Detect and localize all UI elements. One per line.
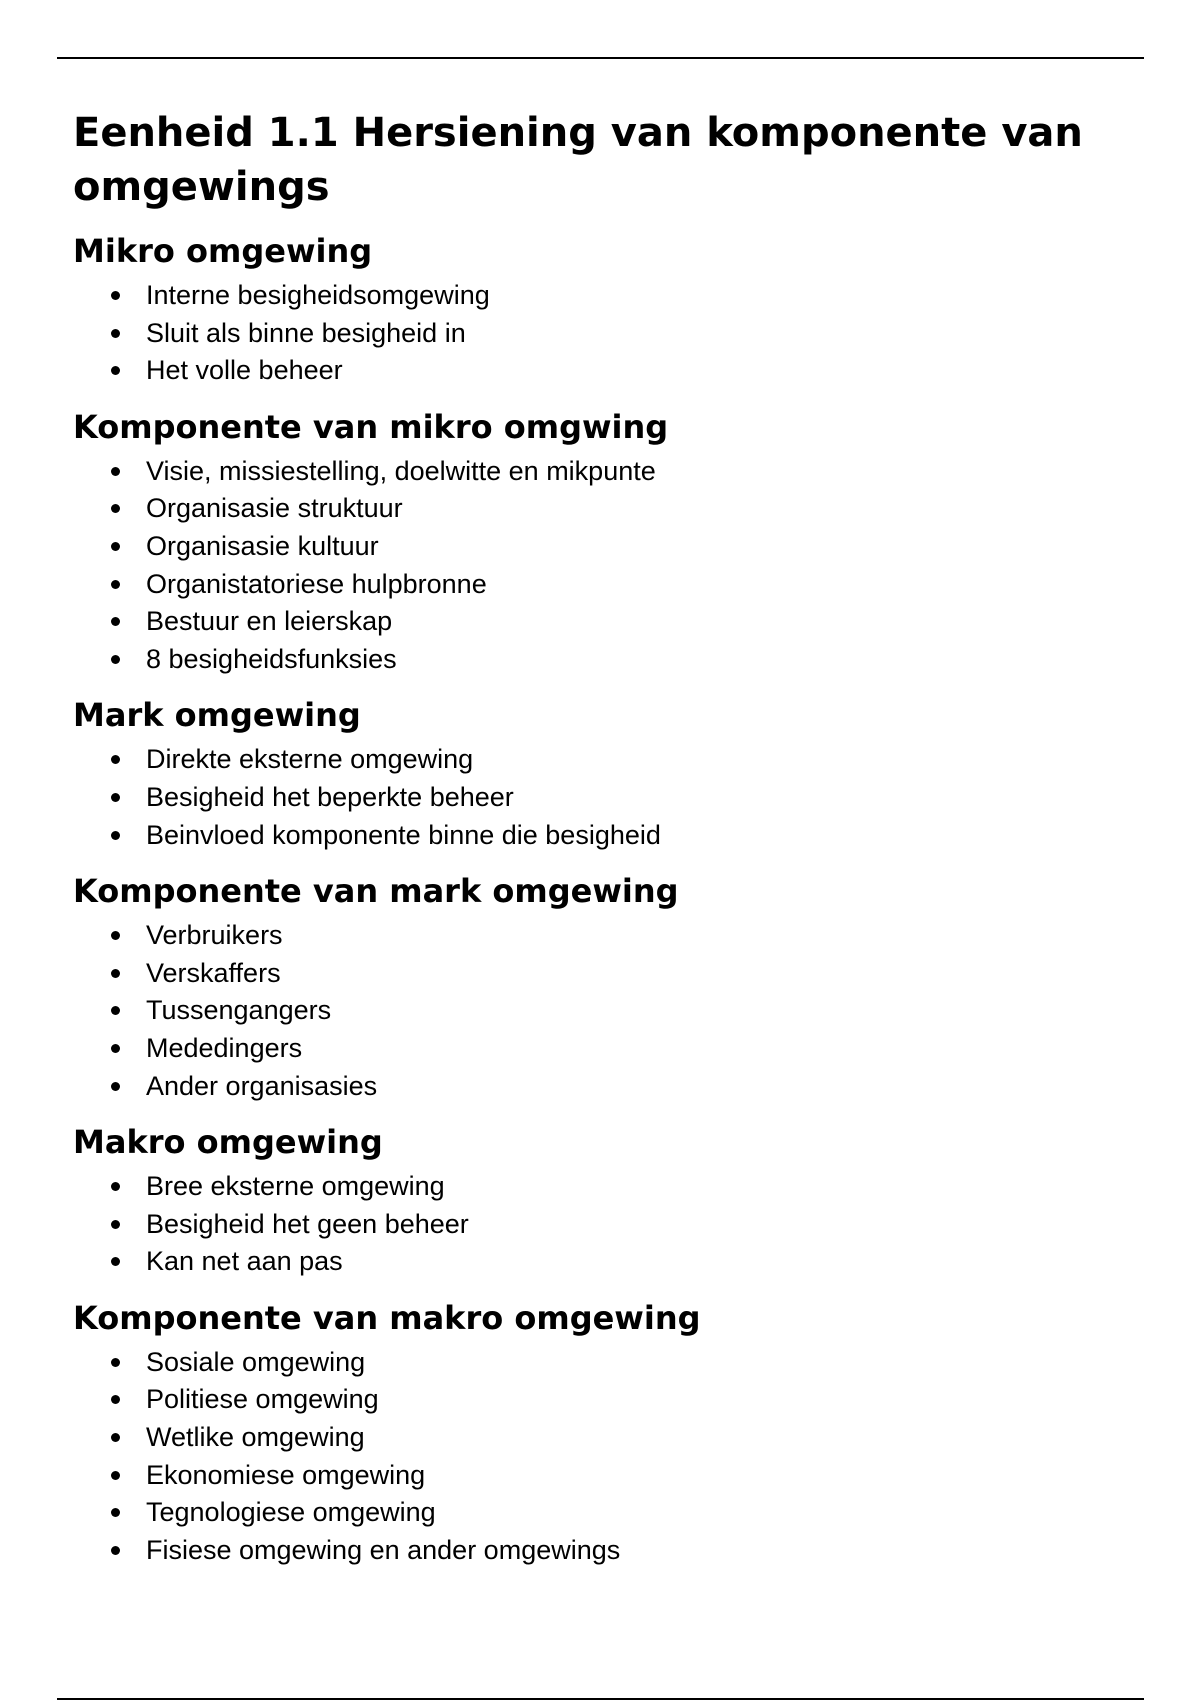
- bullet-icon: [111, 617, 120, 626]
- bullet-icon: [111, 1257, 120, 1266]
- bullet-list: [73, 1168, 1153, 1281]
- list-item: [73, 566, 1153, 604]
- bullet-list: [73, 741, 1153, 854]
- bullet-icon: [111, 291, 120, 300]
- list-item-text: 8 besigheidsfunksies: [146, 643, 397, 674]
- list-item: [73, 641, 1153, 679]
- list-item: [73, 955, 1153, 993]
- list-item-text: Bree eksterne omgewing: [146, 1171, 445, 1202]
- list-item-text: Sosiale omgewing: [146, 1346, 366, 1377]
- section-heading: Komponente van makro omgewing: [73, 1298, 701, 1337]
- bullet-icon: [111, 542, 120, 551]
- list-item: [73, 917, 1153, 955]
- document-body: [73, 106, 1153, 1587]
- list-item: [73, 1457, 1153, 1495]
- list-item: [73, 603, 1153, 641]
- list-item: [73, 779, 1153, 817]
- list-item: [73, 1344, 1153, 1382]
- bullet-icon: [111, 467, 120, 476]
- list-item: [73, 528, 1153, 566]
- section-heading: Komponente van mikro omgwing: [73, 407, 669, 446]
- list-item: [73, 453, 1153, 491]
- list-item: [73, 992, 1153, 1030]
- list-item-text: Direkte eksterne omgewing: [146, 744, 474, 775]
- bullet-list: [73, 1344, 1153, 1570]
- bullet-icon: [111, 1358, 120, 1367]
- list-item-text: Tussengangers: [146, 995, 332, 1026]
- list-item-text: Verskaffers: [146, 957, 281, 988]
- list-item-text: Organisasie kultuur: [146, 530, 379, 561]
- list-item: [73, 817, 1153, 855]
- bullet-icon: [111, 931, 120, 940]
- sections-container: [73, 232, 1153, 1569]
- bullet-icon: [111, 1182, 120, 1191]
- bullet-icon: [111, 831, 120, 840]
- bullet-icon: [111, 504, 120, 513]
- bullet-icon: [111, 793, 120, 802]
- list-item: [73, 1068, 1153, 1106]
- list-item: [73, 315, 1153, 353]
- list-item-text: Het volle beheer: [146, 355, 343, 386]
- bullet-icon: [111, 1433, 120, 1442]
- list-item-text: Ekonomiese omgewing: [146, 1459, 426, 1490]
- bullet-icon: [111, 329, 120, 338]
- list-item-text: Sluit als binne besigheid in: [146, 317, 466, 348]
- list-item: [73, 490, 1153, 528]
- section-heading: Makro omgewing: [73, 1123, 383, 1162]
- list-item: [73, 1243, 1153, 1281]
- bullet-icon: [111, 1006, 120, 1015]
- bullet-icon: [111, 655, 120, 664]
- list-item-text: Organistatoriese hulpbronne: [146, 568, 487, 599]
- section-heading: Komponente van mark omgewing: [73, 872, 679, 911]
- bullet-icon: [111, 366, 120, 375]
- bullet-icon: [111, 755, 120, 764]
- list-item: [73, 1419, 1153, 1457]
- list-item-text: Interne besigheidsomgewing: [146, 280, 490, 310]
- list-item-text: Verbruikers: [146, 920, 283, 951]
- bullet-icon: [111, 1044, 120, 1053]
- list-item-text: Tegnologiese omgewing: [146, 1497, 436, 1528]
- list-item-text: Organisasie struktuur: [146, 493, 403, 524]
- list-item-text: Politiese omgewing: [146, 1384, 379, 1415]
- bullet-list: [73, 453, 1153, 679]
- list-item-text: Visie, missiestelling, doelwitte en mikpunte: [146, 455, 656, 486]
- bullet-icon: [111, 1395, 120, 1404]
- list-item: [73, 1206, 1153, 1244]
- list-item-text: Bestuur en leierskap: [146, 606, 393, 637]
- bullet-icon: [111, 1082, 120, 1091]
- bullet-list: [73, 277, 1153, 390]
- list-item-text: Fisiese omgewing en ander omgewings: [146, 1534, 621, 1565]
- section-heading: Mark omgewing: [73, 696, 361, 735]
- list-item-text: Beinvloed komponente binne die besigheid: [146, 819, 661, 850]
- list-item: [73, 1381, 1153, 1419]
- list-item: [73, 277, 1153, 315]
- top-rule: [57, 57, 1144, 59]
- list-item-text: Ander organisasies: [146, 1070, 378, 1101]
- list-item: [73, 1532, 1153, 1570]
- list-item: [73, 352, 1153, 390]
- list-item-text: Besigheid het geen beheer: [146, 1208, 469, 1239]
- list-item: [73, 1494, 1153, 1532]
- list-item-text: Besigheid het beperkte beheer: [146, 781, 514, 812]
- list-item: [73, 1030, 1153, 1068]
- bullet-icon: [111, 580, 120, 589]
- bullet-icon: [111, 1508, 120, 1517]
- bullet-icon: [111, 1220, 120, 1229]
- list-item-text: Wetlike omgewing: [146, 1422, 365, 1453]
- list-item-text: Kan net aan pas: [146, 1246, 343, 1277]
- list-item: [73, 741, 1153, 779]
- page-title: Eenheid 1.1 Hersiening van komponente van omgewings: [73, 110, 1083, 210]
- bullet-icon: [111, 1471, 120, 1480]
- bullet-icon: [111, 969, 120, 978]
- section-heading: Mikro omgewing: [73, 232, 373, 270]
- bullet-icon: [111, 1546, 120, 1555]
- list-item: [73, 1168, 1153, 1206]
- list-item-text: Mededingers: [146, 1032, 303, 1063]
- bullet-list: [73, 917, 1153, 1105]
